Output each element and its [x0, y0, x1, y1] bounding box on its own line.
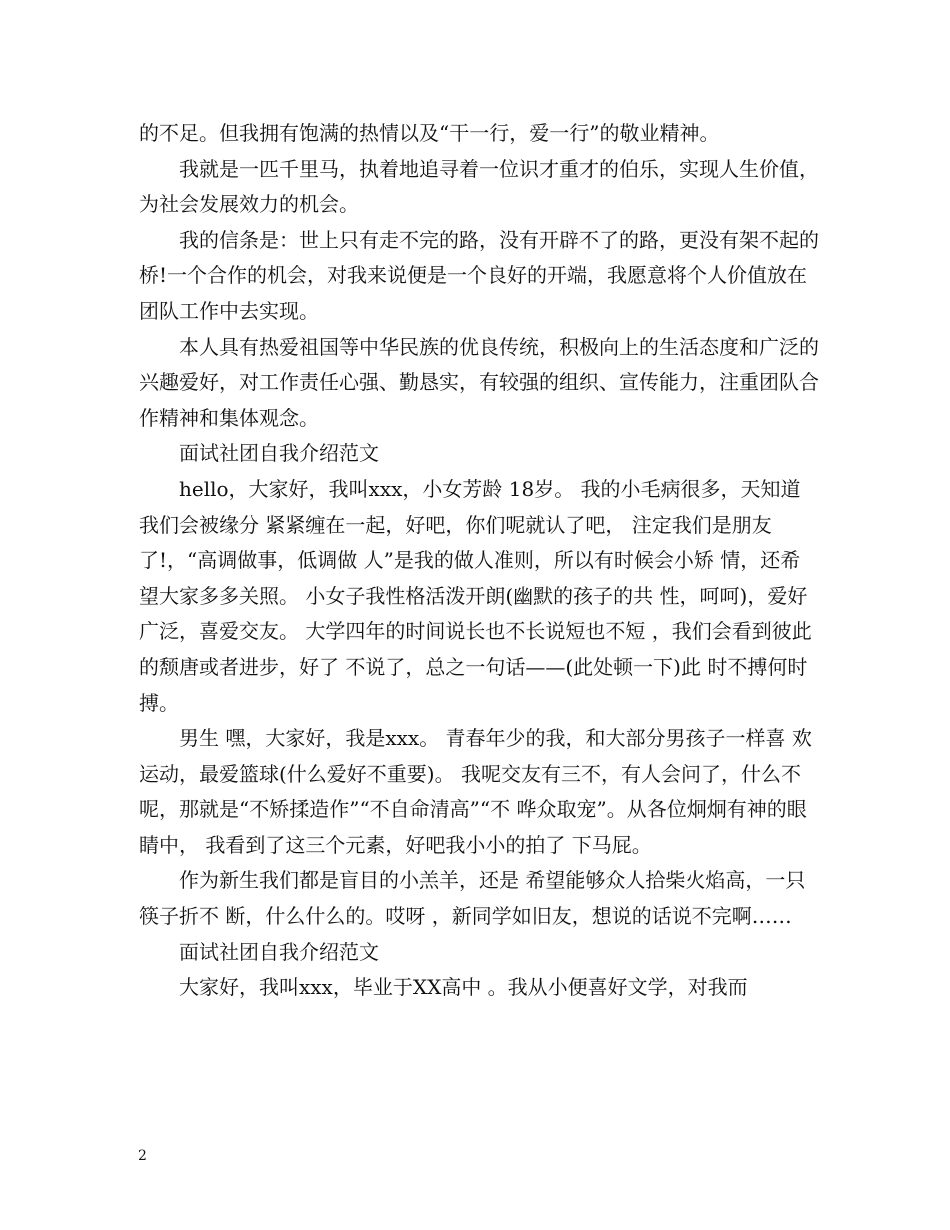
- section-heading: 面试社团自我介绍范文: [179, 939, 379, 964]
- paragraph-thousand-li-horse: 我就是一匹千里马，执着地追寻着一位识才重才的伯乐，实现人生价值，为社会发展效力的机会。: [139, 156, 819, 217]
- document-body: [139, 116, 819, 1006]
- paragraph-literature-intro: 大家好，我叫xxx，毕业于XX高中 。我从小便喜好文学，对我而: [179, 975, 748, 1000]
- paragraph-new-student: 作为新生我们都是盲目的小羔羊，还是 希望能够众人拾柴火焰高，一只筷子折不 断，什么什么的。哎呀 ，新同学如旧友，想说的话说不完啊……: [139, 868, 806, 929]
- paragraph-continuation: 的不足。但我拥有饱满的热情以及“干一行，爱一行”的敬业精神。: [139, 121, 720, 145]
- paragraph-personal-qualities: 本人具有热爱祖国等中华民族的优良传统，积极向上的生活态度和广泛的兴趣爱好，对工作责任心强、勤恳实，有较强的组织、宣传能力，注重团队合作精神和集体观念。: [139, 334, 819, 430]
- section-heading: 面试社团自我介绍范文: [179, 441, 379, 466]
- paragraph-motto: 我的信条是：世上只有走不完的路，没有开辟不了的路，更没有架不起的桥!一个合作的机会，对我来说便是一个良好的开端，我愿意将个人价值放在团队工作中去实现。: [139, 227, 819, 323]
- page-number: 2: [138, 1148, 147, 1164]
- paragraph-female-intro: hello，大家好，我叫xxx，小女芳龄 18岁。 我的小毛病很多，天知道我们会被缘分 紧紧缠在一起，好吧，你们呢就认了吧， 注定我们是朋友了!，“高调做事，低调做 人”是我的做人准则，所以有时候会小矫 情，还希望大家多多关照。 小女子我性格活泼开朗(幽默的孩子的共 性，呵呵)，爱好广泛，喜爱交友。 大学四年的时间说长也不长说短也不短 ，我们会看到彼此的颓唐或者进步，好了 不说了，总之一句话——(此处顿一下)此 时不搏何时搏。: [139, 476, 812, 715]
- paragraph-male-intro: 男生 嘿，大家好，我是xxx。 青春年少的我，和大部分男孩子一样喜 欢运动，最爱篮球(什么爱好不重要)。 我呢交友有三不，有人会问了，什么不 呢，那就是“不矫揉造作”“不自命清高”“不 哗众取宠”。从各位炯炯有神的眼睛中， 我看到了这三个元素，好吧我小小的拍了 下马屁。: [139, 726, 812, 857]
